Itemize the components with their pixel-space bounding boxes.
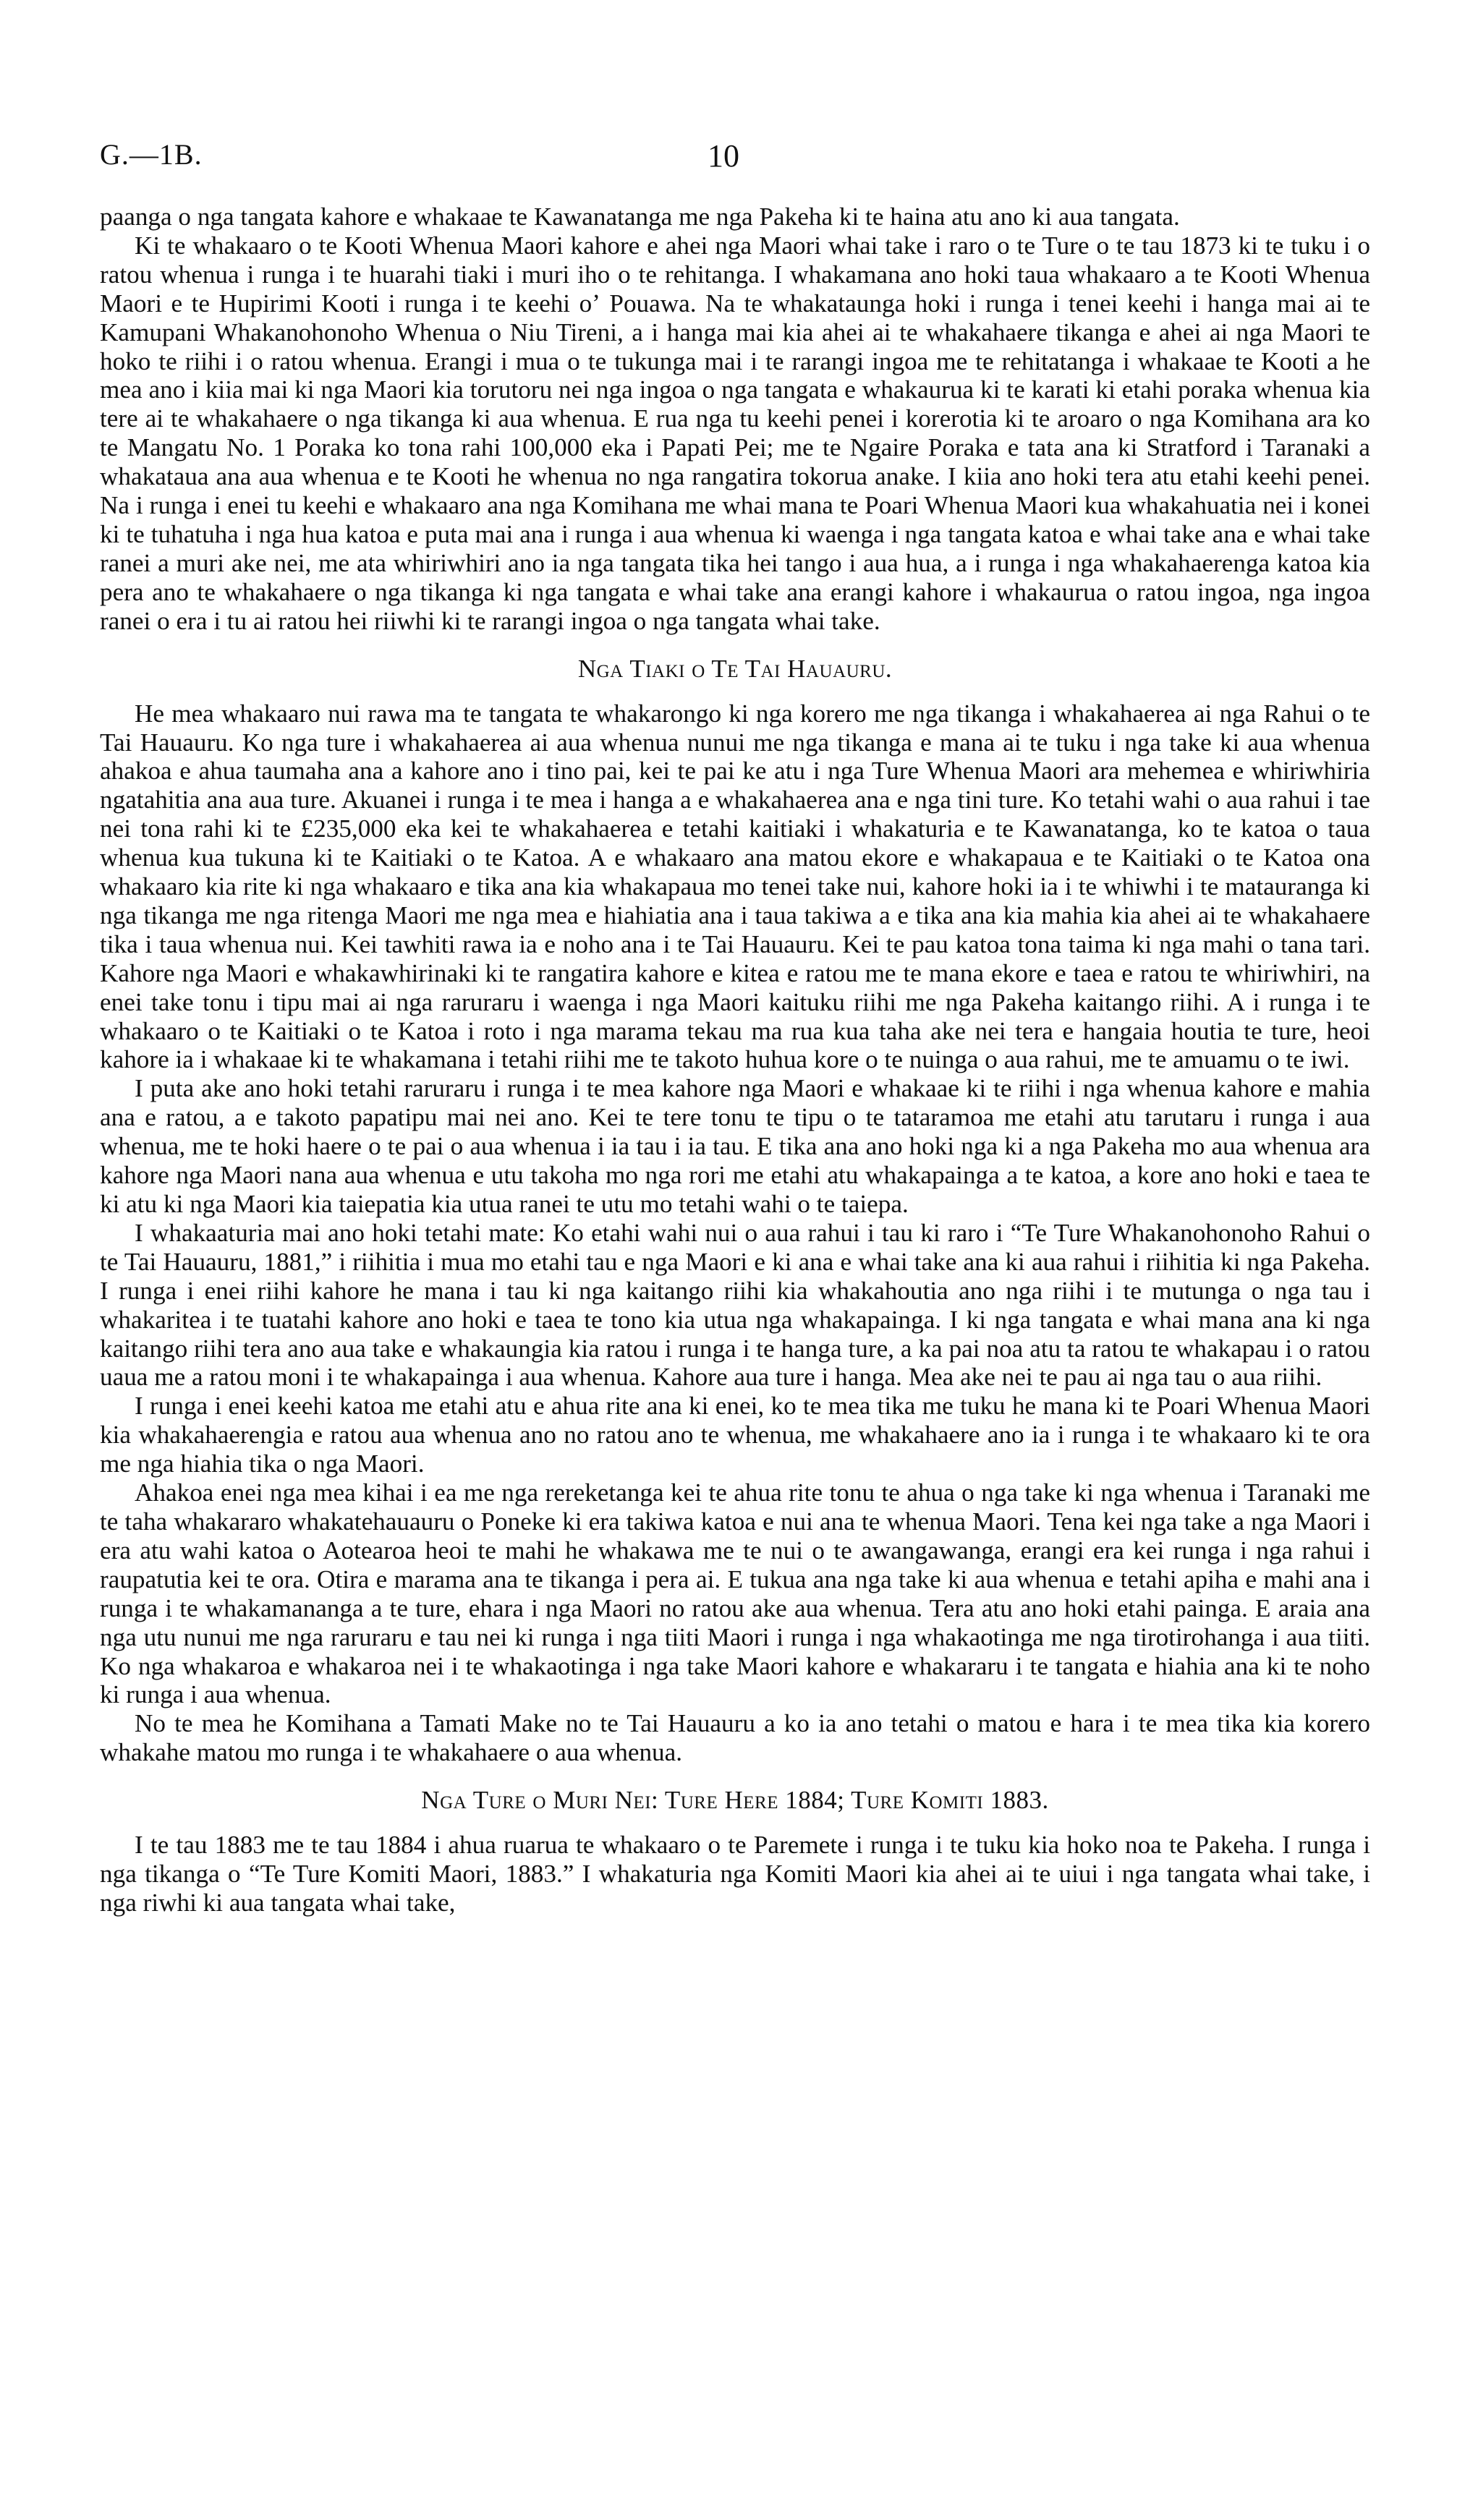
section-heading: Nga Ture o Muri Nei: Ture Here 1884; Ture Komiti 1883.: [421, 1786, 1049, 1815]
page-number: 10: [708, 138, 739, 174]
paragraph: I puta ake ano hoki tetahi raruraru i runga i te mea kahore nga Maori e whakaae ki te riihi i nga whenua kahore e mahia ana e ratou, a e takoto papatipu mai nei ano. Kei te tere tonu te tipu o te tataramoa me etahi atu tarutaru i runga i aua whenua, me te hoki haere o te pai o aua whenua i ia tau i ia tau. E tika ana ano hoki nga ki a nga Pakeha mo aua whenua ara kahore nga Maori nana aua whenua e utu takoha mo nga rori me etahi atu whakapainga a te katoa, a kore ano hoki e taea te ki atu ki nga Maori kia taiepatia kia utua ranei te utu mo tetahi wahi o te taiepa.: [100, 1074, 1370, 1218]
section-heading: Nga Tiaki o Te Tai Hauauru.: [577, 654, 893, 683]
document-reference: G.—1B.: [100, 138, 203, 171]
page-header: [100, 137, 1380, 181]
document-body: [100, 203, 1370, 1917]
paragraph: He mea whakaaro nui rawa ma te tangata te whakarongo ki nga korero me nga tikanga i whakahaerea ai nga Rahui o te Tai Hauauru. Ko nga ture i whakahaerea ai aua whenua nunui me nga tikanga e mana ai te tuku i nga take ki aua whenua ahakoa e ahua taumaha ana a kahore ano i tino pai, kei te pai ke atu i nga Ture Whenua Maori ara mehemea e whiriwhiria ngatahitia ana aua ture. Akuanei i runga i te mea i hanga a e whakahaerea ana e nga tini ture. Ko tetahi wahi o aua rahui i tae nei tona rahi ki te £235,000 eka kei te whakahaerea e tetahi kaitiaki i whakaturia e te Kawanatanga, ko te katoa o taua whenua kua tukuna ki te Kaitiaki o te Katoa. A e whakaaro ana matou ekore e whakapaua e te Kaitiaki o te Katoa ona whakaaro kia rite ki nga whakaaro e tika ana kia whakapaua mo tenei take nui, kahore hoki ia i te whiwhi i te matauranga ki nga tikanga me nga ritenga Maori me nga mea e hiahiatia ana i taua takiwa a e tika ana kia mahia kia ahei ai te whakahaere tika i taua whenua nui. Kei tawhiti rawa ia e noho ana i te Tai Hauauru. Kei te pau katoa tona taima ki nga mahi o tana tari. Kahore nga Maori e whakawhirinaki ki te rangatira kahore e kitea e ratou me te mana ekore e taea e ratou te whiriwhiri, na enei take tonu i tipu mai ai nga raruraru i waenga i nga Maori kaituku riihi me nga Pakeha kaitango riihi. A i runga i te whakaaro o te Kaitiaki o te Katoa i roto i nga marama tekau ma rua kua taha ake nei tera e hangaia houtia te ture, heoi kahore ia i whakaae ki te whakamana i tetahi riihi me te takoto huhua kore o te nuinga o aua rahui, me te amuamu o te iwi.: [100, 699, 1370, 1074]
paragraph: paanga o nga tangata kahore e whakaae te Kawanatanga me nga Pakeha ki te haina atu ano ki aua tangata.: [100, 203, 1180, 231]
paragraph: I whakaaturia mai ano hoki tetahi mate: Ko etahi wahi nui o aua rahui i tau ki raro i “Te Ture Whakanohonoho Rahui o te Tai Hauauru, 1881,” i riihitia i mua mo etahi tau e nga Maori e ki ana e whai take ana ki aua rahui i riihitia ki nga Pakeha. I runga i enei riihi kahore he mana i tau ki nga kaitango riihi kia whakahoutia ano nga riihi i te mutunga o nga tau i whakaritea i te tuatahi kahore ano hoki e taea te tono kia utua nga whakapainga. I ki nga tangata e whai mana ana ki nga kaitango riihi tera ano aua take e whakaungia kia ratou i runga i te hanga ture, a ka pai noa atu ta ratou te whakapau i o ratou uaua me a ratou moni i te whakapainga i aua whenua. Kahore aua ture i hanga. Mea ake nei te pau ai nga tau o aua riihi.: [100, 1218, 1370, 1392]
paragraph: I te tau 1883 me te tau 1884 i ahua ruarua te whakaaro o te Paremete i runga i te tuku kia hoko noa te Pakeha. I runga i nga tikanga o “Te Ture Komiti Maori, 1883.” I whakaturia nga Komiti Maori kia ahei ai te uiui i nga tangata whai take, i nga riwhi ki aua tangata whai take,: [100, 1831, 1370, 1917]
paragraph: No te mea he Komihana a Tamati Make no te Tai Hauauru a ko ia ano tetahi o matou e hara i te mea tika kia korero whakahe matou mo runga i te whakahaere o aua whenua.: [100, 1709, 1370, 1767]
paragraph: Ki te whakaaro o te Kooti Whenua Maori kahore e ahei nga Maori whai take i raro o te Ture o te tau 1873 ki te tuku i o ratou whenua i runga i te huarahi tiaki i muri iho o te rehitanga. I whakamana ano hoki taua whakaaro a te Kooti Whenua Maori e te Hupirimi Kooti i runga i te keehi oʼ Pouawa. Na te whakataunga hoki i runga i tenei keehi i hanga mai ai te Kamupani Whakanohonoho Whenua o Niu Tireni, a i hanga mai kia ahei ai te whakahaere tikanga e ahei ai nga Maori te hoko te riihi i o ratou whenua. Erangi i mua o te tukunga mai i te rarangi ingoa me te rehitatanga i whakaae te Kooti a he mea ano i kiia mai ki nga Maori kia torutoru nei nga ingoa o nga tangata e whakaurua ki te karati ki etahi poraka whenua kia tere ai te whakahaere o nga tikanga ki aua whenua. E rua nga tu keehi penei i korerotia ki te aroaro o nga Komihana ara ko te Mangatu No. 1 Poraka ko tona rahi 100,000 eka i Papati Pei; me te Ngaire Poraka e tata ana ki Stratford i Taranaki a whakataua ana aua whenua e te Kooti he whenua no nga rangatira tokorua anake. I kiia ano hoki tera atu etahi keehi penei. Na i runga i enei tu keehi e whakaaro ana nga Komihana me whai mana te Poari Whenua Maori kua whakahuatia nei i konei ki te tuhatuha i nga hua katoa e puta mai ana i runga i aua whenua ki waenga i nga tangata katoa e whai take ana e whai take ranei a muri ake nei, me ata whiriwhiri ano ia nga tangata tika hei tango i aua hua, a i runga i nga whakahaerenga katoa kia pera ano te whakahaere o nga tikanga ki nga tangata e whai take ana erangi kahore i whakaurua o ratou ingoa, nga ingoa ranei o era i tu ai ratou hei riiwhi ki te rarangi ingoa o nga tangata whai take.: [100, 231, 1370, 635]
paragraph: I runga i enei keehi katoa me etahi atu e ahua rite ana ki enei, ko te mea tika me tuku he mana ki te Poari Whenua Maori kia whakahaerengia e ratou aua whenua ano no ratou ano te whenua, me whakahaere ano ia i runga i te whakaaro ki te ora me nga hiahia tika o nga Maori.: [100, 1392, 1370, 1478]
paragraph: Ahakoa enei nga mea kihai i ea me nga rereketanga kei te ahua rite tonu te ahua o nga take ki nga whenua i Taranaki me te taha whakararo whakatehauauru o Poneke ki era takiwa katoa e nui ana te whenua Maori. Tena kei nga take a nga Maori i era atu wahi katoa o Aotearoa heoi te mahi he whakawa me te nui o te awangawanga, erangi era kei runga i nga rahui i raupatutia kei te ora. Otira e marama ana te tikanga i pera ai. E tukua ana nga take ki aua whenua e tetahi apiha e mahi ana i runga i te whakamananga a te ture, ehara i nga Maori no ratou ake aua whenua. Tera atu ano hoki etahi painga. E araia ana nga utu nunui me nga raruraru e tau nei ki runga i nga tiiti Maori i runga i nga whakaotinga me nga tirotirohanga i aua tiiti. Ko nga whakaroa e whakaroa nei i te whakaotinga i nga take Maori kahore e whakararu i te tangata e hiahia ana ki te noho ki runga i aua whenua.: [100, 1478, 1370, 1709]
